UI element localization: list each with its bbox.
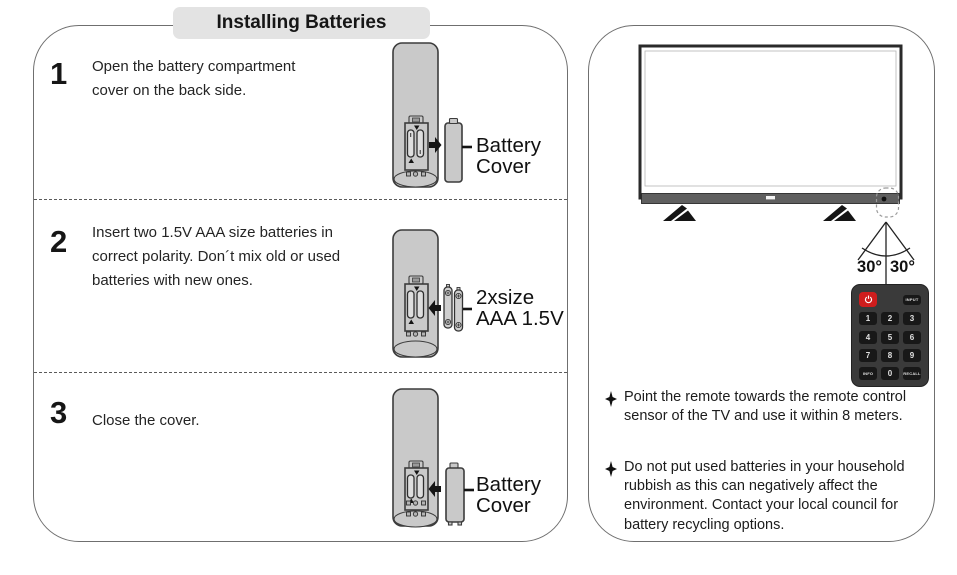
digit-key-1: 1 — [859, 312, 877, 325]
note-item — [605, 458, 927, 535]
step-2-text: Insert two 1.5V AAA size batteries in correct polarity. Don´t mix old or used batteries with new ones. — [92, 224, 341, 289]
note-text: Point the remote towards the remote control sensor of the TV and use it within 8 meters. — [624, 389, 907, 425]
section-title-box — [173, 7, 430, 39]
remote-open-cover-illustration — [391, 42, 479, 194]
dashed-divider — [34, 199, 567, 200]
page-title: Installing Batteries — [216, 12, 387, 33]
battery-cover-label: Battery Cover — [476, 134, 541, 178]
tv-illustration — [600, 38, 935, 288]
recall-button: RECALL — [903, 367, 921, 380]
step-3-number: 3 — [50, 395, 68, 430]
digit-key-6: 6 — [903, 331, 921, 344]
info-button: INFO — [859, 367, 877, 380]
tv-screen — [640, 46, 901, 198]
star-bullet-icon — [605, 461, 617, 477]
note-item — [605, 388, 927, 426]
digit-key-2: 2 — [881, 312, 899, 325]
battery-size-label: 2xsize AAA 1.5V — [476, 286, 564, 330]
tv-stand-right — [823, 205, 856, 221]
power-button — [859, 292, 877, 307]
remote-control — [851, 284, 929, 387]
angle-label-right: 30° — [890, 258, 915, 276]
digit-key-7: 7 — [859, 349, 877, 362]
digit-key-3: 3 — [903, 312, 921, 325]
note-text: Do not put used batteries in your household rubbish as this can negatively affect the environment. Contact your local council for battery recycling options. — [624, 459, 905, 533]
input-button: INPUT — [903, 295, 921, 305]
digit-key-0: 0 — [881, 367, 899, 380]
step-2-number: 2 — [50, 224, 68, 259]
digit-key-9: 9 — [903, 349, 921, 362]
digit-key-8: 8 — [881, 349, 899, 362]
insert-batteries-illustration — [391, 229, 479, 371]
digit-key-5: 5 — [881, 331, 899, 344]
angle-label-left: 30° — [857, 258, 882, 276]
tv-stand-left — [663, 205, 696, 221]
step-3-text: Close the cover. — [92, 412, 200, 429]
close-cover-illustration — [391, 382, 479, 534]
battery-cover-label: Battery Cover — [476, 473, 541, 517]
star-bullet-icon — [605, 391, 617, 407]
dashed-divider — [34, 372, 567, 373]
step-1-number: 1 — [50, 56, 68, 91]
ir-sensor-dot — [882, 197, 887, 202]
step-1-text: Open the battery compartment cover on the back side. — [92, 58, 296, 99]
power-icon — [864, 295, 873, 304]
digit-key-4: 4 — [859, 331, 877, 344]
